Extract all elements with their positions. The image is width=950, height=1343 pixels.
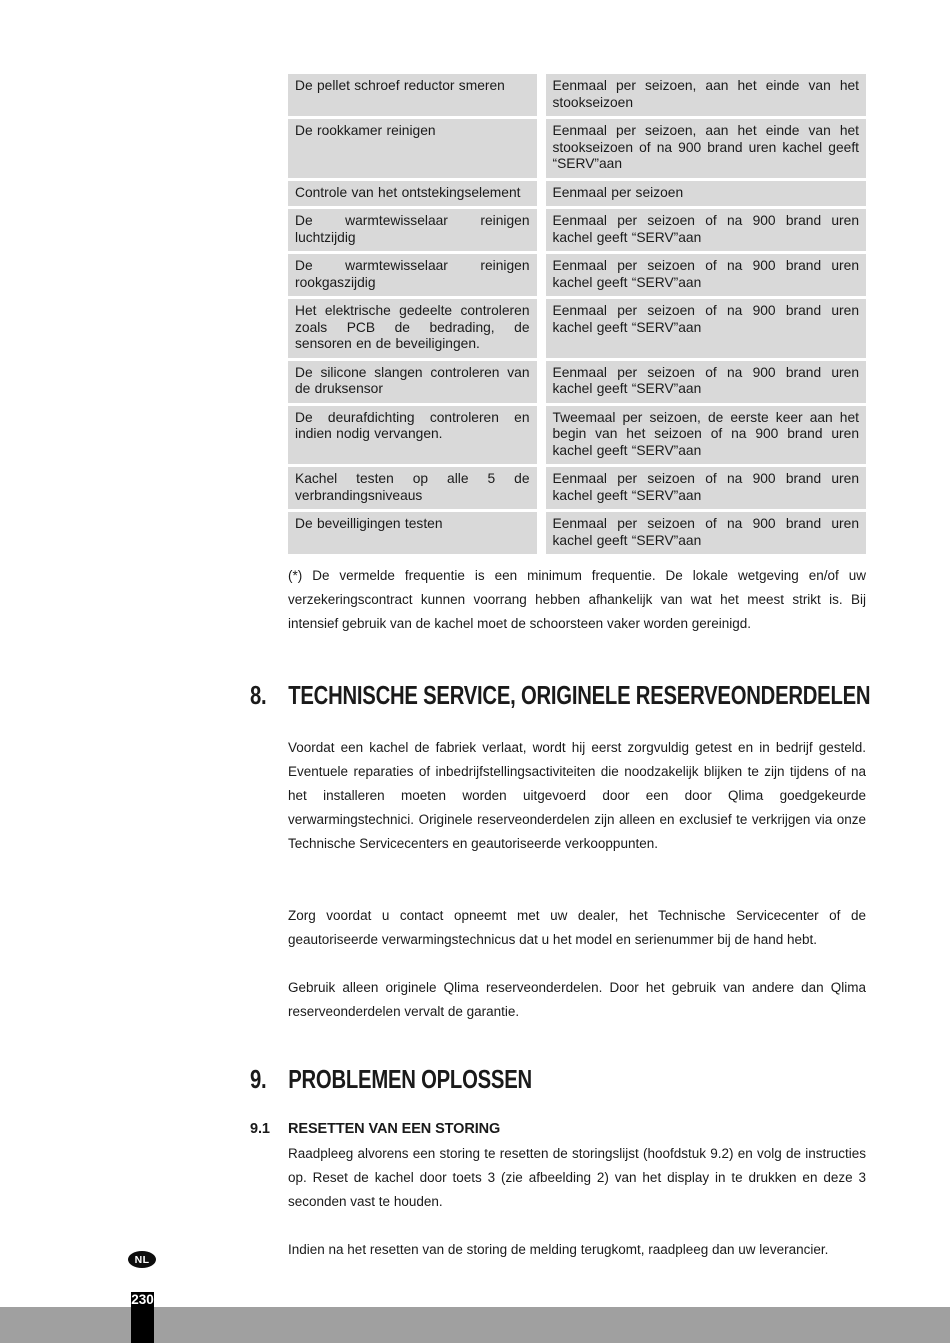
task-cell: Controle van het ontstekingselement [288,179,541,208]
frequency-cell: Eenmaal per seizoen of na 900 brand uren kachel geeft “SERV”aan [541,298,866,360]
language-badge: NL [128,1251,156,1268]
frequency-cell: Eenmaal per seizoen, aan het einde van het stookseizoen [541,74,866,118]
section-title: PROBLEMEN OPLOSSEN [288,1064,532,1094]
table-row [288,511,866,555]
table-row [288,74,866,118]
table-row [288,179,866,208]
table-row [288,404,866,466]
subsection-9-1-heading [250,1121,500,1137]
task-cell: De beveilligingen testen [288,511,541,555]
frequency-cell: Eenmaal per seizoen of na 900 brand uren kachel geeft “SERV”aan [541,359,866,404]
maintenance-table [288,74,866,554]
task-cell: De warmtewisselaar reinigen luchtzijdig [288,208,541,253]
frequency-cell: Eenmaal per seizoen of na 900 brand uren kachel geeft “SERV”aan [541,511,866,555]
frequency-cell: Eenmaal per seizoen [541,179,866,208]
table-row [288,359,866,404]
frequency-cell: Eenmaal per seizoen of na 900 brand uren kachel geeft “SERV”aan [541,466,866,511]
paragraph: Indien na het resetten van de storing de melding terugkomt, raadpleeg dan uw leverancier. [288,1242,829,1257]
paragraph: Gebruik alleen originele Qlima reserveonderdelen. Door het gebruik van andere dan Qlima reserveonderdelen vervalt de garantie. [288,980,866,1019]
paragraph: Zorg voordat u contact opneemt met uw dealer, het Technische Servicecenter of de geautoriseerde verwarmingstechnicus dat u het model en serienummer bij de hand hebt. [288,908,866,947]
table-row [288,253,866,298]
paragraph: Voordat een kachel de fabriek verlaat, wordt hij eerst zorgvuldig getest en in bedrijf gesteld. Eventuele reparaties of inbedrijfstellingsactiviteiten die noodzakelijk blijken te zijn tijdens of na het installeren moeten worden uitgevoerd door een door Qlima goedgekeurde verwarmingstechnici. Originele reserveonderdelen zijn alleen en exclusief te verkrijgen via onze Technische Servicecenters en geautoriseerde verkooppunten. [288,740,866,851]
section-number: 8. [250,680,267,710]
task-cell: De warmtewisselaar reinigen rookgaszijdig [288,253,541,298]
table-row [288,208,866,253]
task-cell: Het elektrische gedeelte controleren zoals PCB de bedrading, de sensoren en de beveiligingen. [288,298,541,360]
task-cell: De rookkamer reinigen [288,118,541,180]
task-cell: Kachel testen op alle 5 de verbrandingsniveaus [288,466,541,511]
footnote: (*) De vermelde frequentie is een minimum frequentie. De lokale wetgeving en/of uw verzekeringscontract kunnen voorrang hebben afhankelijk van wat het meest strikt is. Bij intensief gebruik van de kachel moet de schoorsteen vaker worden gereinigd. [288,568,866,631]
frequency-cell: Tweemaal per seizoen, de eerste keer aan het begin van het seizoen of na 900 brand uren kachel geeft “SERV”aan [541,404,866,466]
subsection-title: RESETTEN VAN EEN STORING [288,1121,501,1137]
task-cell: De pellet schroef reductor smeren [288,74,541,118]
page-number-tab: 230 [131,1292,154,1343]
section-9-heading [250,1064,532,1095]
paragraph: Raadpleeg alvorens een storing te resetten de storingslijst (hoofdstuk 9.2) en volg de instructies op. Reset de kachel door toets 3 (zie afbeelding 2) van het display in te drukken en deze 3 seconden vast te houden. [288,1146,866,1209]
section-number: 9. [250,1064,267,1094]
table-row [288,118,866,180]
frequency-cell: Eenmaal per seizoen of na 900 brand uren kachel geeft “SERV”aan [541,253,866,298]
subsection-number: 9.1 [250,1121,270,1137]
table-row [288,298,866,360]
task-cell: De deurafdichting controleren en indien nodig vervangen. [288,404,541,466]
section-8-heading [250,680,870,711]
section-title: TECHNISCHE SERVICE, ORIGINELE RESERVEONDERDELEN [288,680,871,710]
table-row [288,466,866,511]
task-cell: De silicone slangen controleren van de druksensor [288,359,541,404]
frequency-cell: Eenmaal per seizoen of na 900 brand uren kachel geeft “SERV”aan [541,208,866,253]
frequency-cell: Eenmaal per seizoen, aan het einde van het stookseizoen of na 900 brand uren kachel geeft “SERV”aan [541,118,866,180]
